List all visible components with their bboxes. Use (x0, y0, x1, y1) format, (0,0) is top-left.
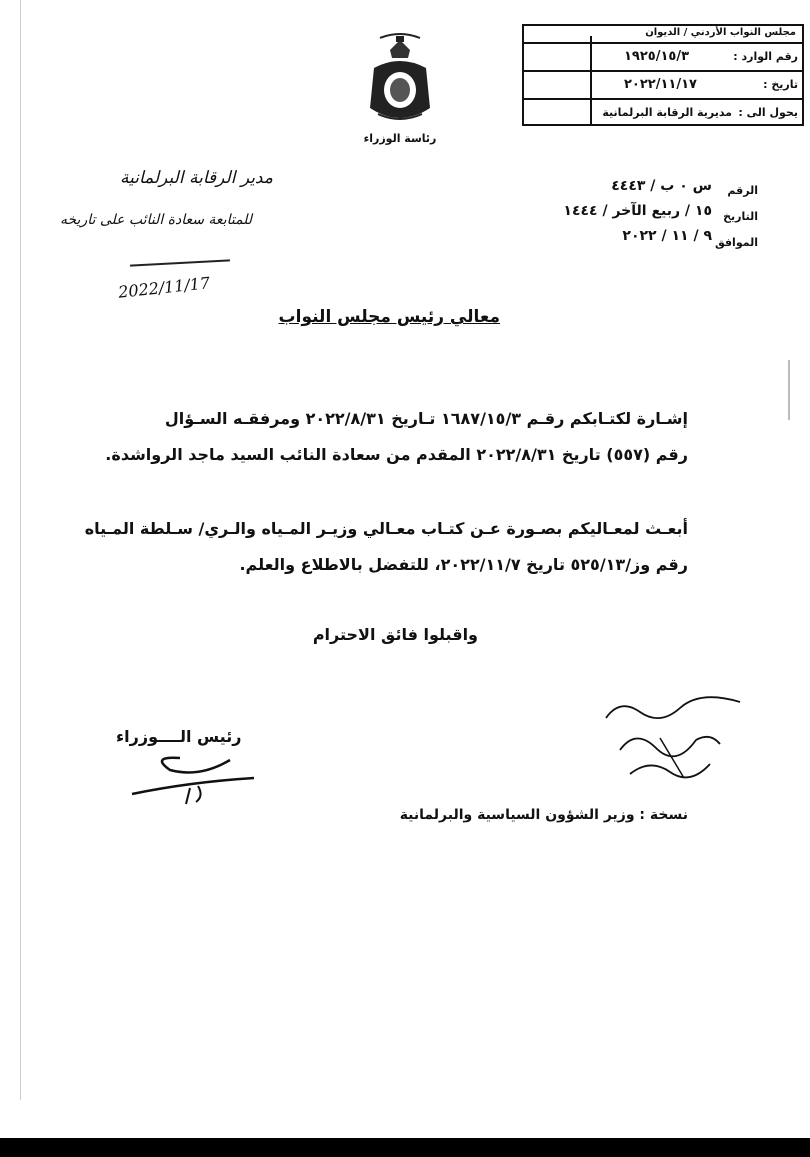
scan-right-mark (788, 360, 790, 420)
ref-corresponding-value: ٩ / ١١ / ٢٠٢٢ (622, 228, 712, 244)
handwritten-underline (130, 259, 230, 266)
ref-number-value: س ٠ ب / ٤٤٤٣ (611, 178, 712, 194)
stamp-date-label: تاريخ : (763, 78, 798, 91)
stamp-incoming-value: ١٩٢٥/١٥/٣ (624, 49, 690, 64)
stamp-date-value: ٢٠٢٢/١١/١٧ (624, 77, 697, 92)
handwritten-line2: للمتابعة سعادة النائب على تاريخه (60, 212, 253, 228)
ref-date-value: ١٥ / ربيع الآخر / ١٤٤٤ (563, 203, 712, 219)
signature-mark (130, 748, 260, 808)
handwritten-line1: مدير الرقابة البرلمانية (120, 168, 273, 188)
stamp-row-referred (524, 98, 802, 126)
handwritten-scribble (600, 688, 750, 788)
handwritten-date: 2022/11/17 (117, 273, 211, 302)
emblem-drawing (360, 28, 440, 148)
letter-closing: واقبلوا فائق الاحترام (312, 625, 478, 644)
scan-left-edge (20, 0, 21, 1100)
ref-date-label: التاريخ (723, 210, 758, 223)
stamp-row-date (524, 70, 802, 98)
letter-paragraph1-line1: إشـارة لكتـابكم رقـم ١٦٨٧/١٥/٣ تـاريخ ٢٠٢٢/٨/٣١ ومرفقـه السـؤال (164, 409, 688, 428)
letter-paragraph1-line2: رقم (٥٥٧) تاريخ ٢٠٢٢/٨/٣١ المقدم من سعادة النائب السيد ماجد الرواشدة. (105, 445, 688, 464)
ref-number-label: الرقم (727, 184, 758, 197)
emblem-ribbon-text: رئاسة الوزراء (363, 132, 437, 145)
letter-paragraph2-line2: رقم وز/٥٢٥/١٣ تاريخ ٢٠٢٢/١١/٧، للتفضل بالاطلاع والعلم. (239, 555, 688, 574)
stamp-incoming-label: رقم الوارد : (733, 50, 798, 63)
stamp-divider (590, 36, 592, 124)
stamp-title: مجلس النواب الأردني / الديوان (645, 27, 796, 38)
stamp-referred-label: يحول الى : (738, 106, 798, 119)
stamp-row-incoming (524, 42, 802, 70)
signatory-title: رئيس الــــوزراء (116, 727, 242, 746)
copy-to-line: نسخة : وزير الشؤون السياسية والبرلمانية (399, 807, 688, 823)
stamp-referred-value: مديرية الرقابة البرلمانية (602, 106, 732, 119)
registry-stamp (522, 24, 804, 126)
coat-of-arms-emblem (360, 28, 440, 148)
letter-paragraph2-line1: أبعـث لمعـاليكم بصـورة عـن كتـاب معـالي وزيـر المـياه والـري/ سـلطة المـياه (84, 519, 688, 538)
scan-bottom-bar (0, 1138, 810, 1157)
letter-addressee: معالي رئيس مجلس النواب (278, 307, 500, 327)
ref-corresponding-label: الموافق (714, 236, 758, 249)
